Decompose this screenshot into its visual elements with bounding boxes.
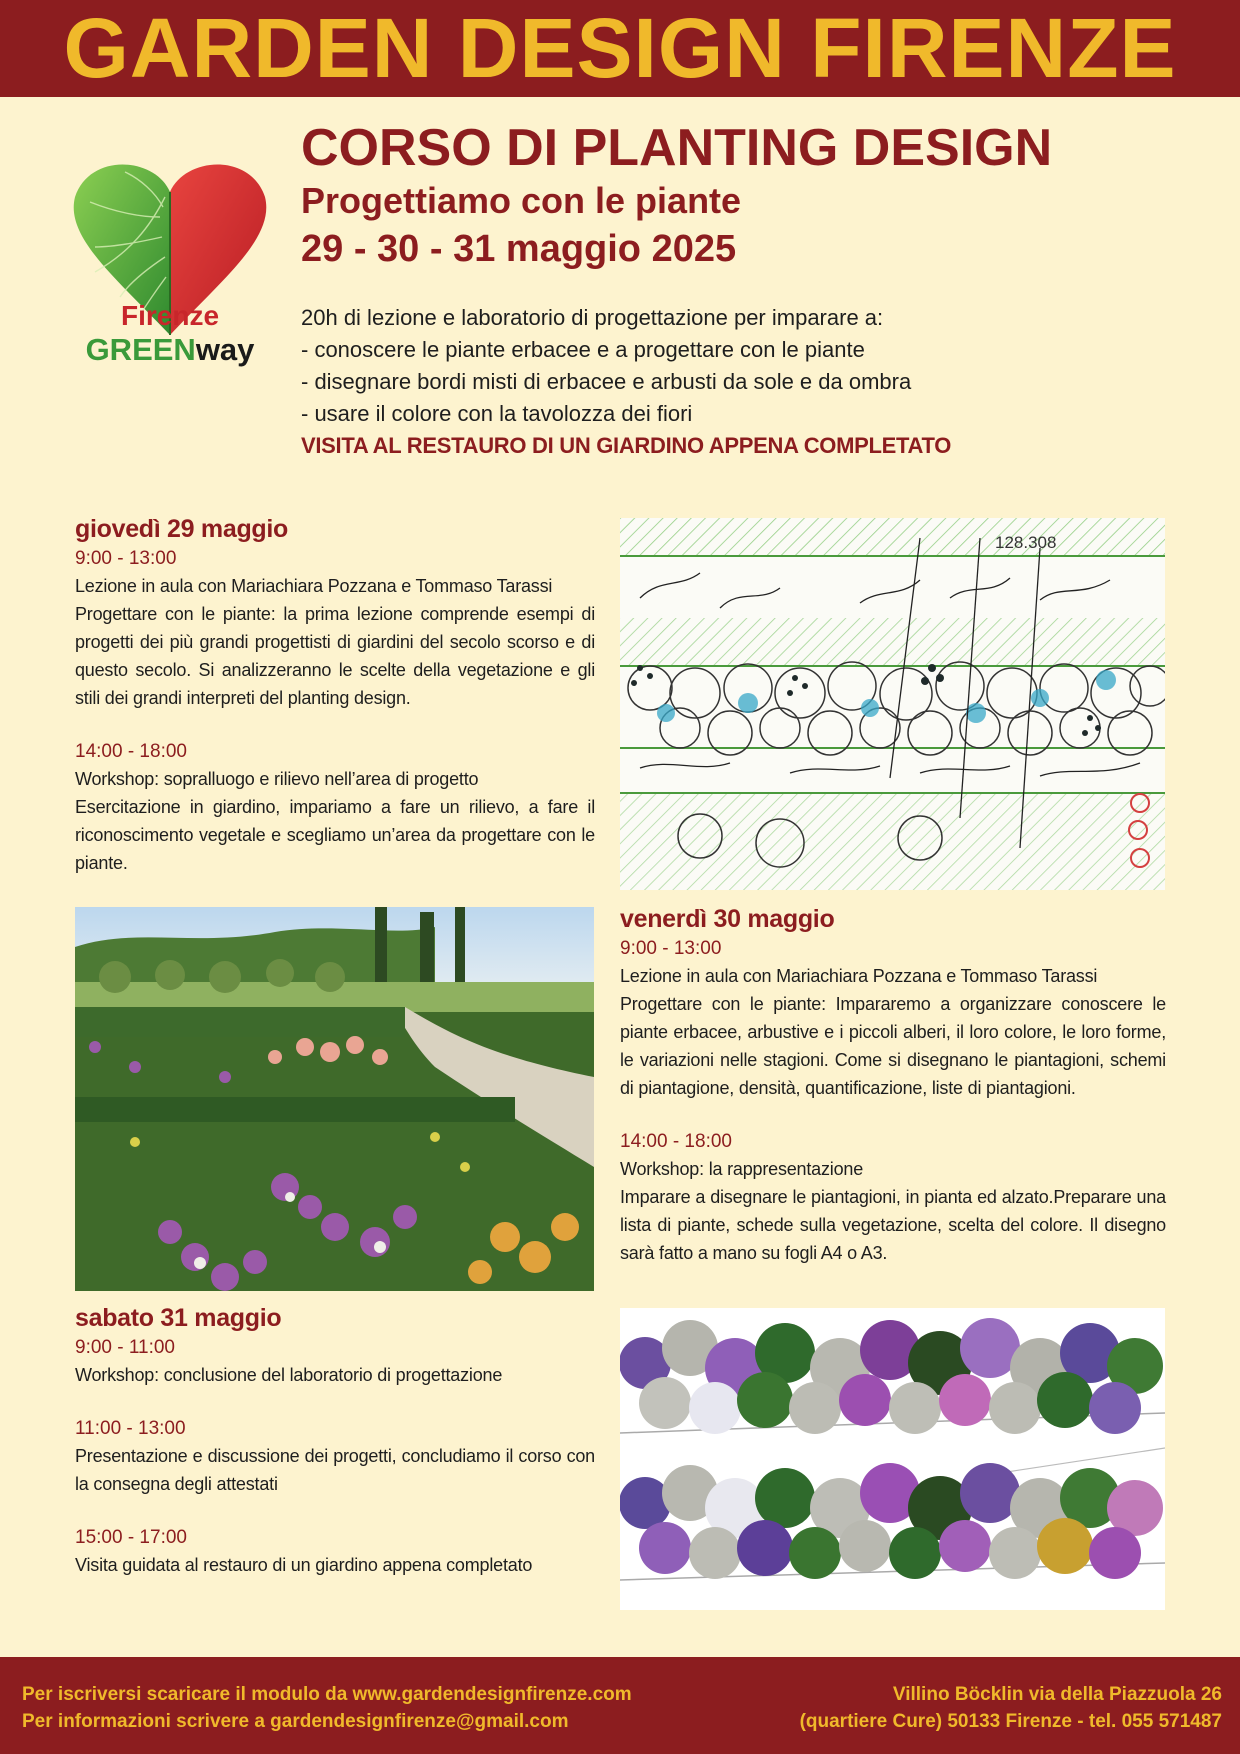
session-text: Visita guidata al restauro di un giardino appena completato (75, 1555, 533, 1575)
session-time: 11:00 - 13:00 (75, 1418, 186, 1439)
course-title: CORSO DI PLANTING DESIGN (301, 119, 1053, 177)
course-dates: 29 - 30 - 31 maggio 2025 (301, 228, 737, 270)
day-thursday (75, 513, 595, 877)
page-footer (0, 1657, 1240, 1754)
day-title: venerdì 30 maggio (620, 905, 835, 933)
footer-address: Villino Böcklin via della Piazzuola 26 (892, 1684, 1222, 1705)
intro-line: - disegnare bordi misti di erbacee e arbusti da sole e da ombra (301, 369, 912, 394)
logo-text-greenway (70, 332, 270, 368)
course-subtitle: Progettiamo con le piante (301, 180, 742, 221)
session-text: Workshop: conclusione del laboratorio di progettazione (75, 1365, 503, 1385)
intro-visit-highlight: VISITA AL RESTAURO DI UN GIARDINO APPENA COMPLETATO (301, 433, 952, 458)
session-text: Workshop: la rappresentazione (620, 1159, 864, 1179)
day-saturday (75, 1302, 595, 1579)
footer-registration-link[interactable]: Per iscriversi scaricare il modulo da www.gardendesignfirenze.com (22, 1684, 632, 1705)
garden-photo (75, 907, 594, 1291)
course-intro (301, 302, 1201, 462)
session-description: Esercitazione in giardino, impariamo a fare un rilievo, a fare il riconoscimento vegetale e scegliamo un’area da progettare con le piante. (75, 797, 595, 873)
logo-text-way: way (195, 332, 255, 367)
session-time: 9:00 - 11:00 (75, 1337, 176, 1358)
logo-text-green: GREEN (85, 332, 196, 367)
session-text: Presentazione e discussione dei progetti, concludiamo il corso con la consegna degli attestati (75, 1446, 595, 1494)
footer-address-phone: (quartiere Cure) 50133 Firenze - tel. 055 571487 (799, 1711, 1222, 1732)
intro-line: - usare il colore con la tavolozza dei fiori (301, 401, 693, 426)
session-time: 15:00 - 17:00 (75, 1527, 187, 1548)
footer-email-link[interactable]: Per informazioni scrivere a gardendesignfirenze@gmail.com (22, 1711, 569, 1732)
session-time: 14:00 - 18:00 (620, 1131, 732, 1152)
session-description: Imparare a disegnare le piantagioni, in pianta ed alzato.Preparare una lista di piante, schede sulla vegetazione, scelta del colore. Il disegno sarà fatto a mano su fogli A4 o A3. (620, 1187, 1166, 1263)
planting-render-image (620, 1308, 1165, 1610)
page-banner-title: GARDEN DESIGN FIRENZE (0, 0, 1240, 97)
session-time: 14:00 - 18:00 (75, 741, 187, 762)
session-text: Lezione in aula con Mariachiara Pozzana e Tommaso Tarassi (75, 576, 553, 596)
logo-text-firenze: Firenze (120, 300, 220, 331)
session-description: Progettare con le piante: Impararemo a organizzare conoscere le piante erbacee, arbustive e i piccoli alberi, il loro colore, le loro forme, le variazioni nelle stagioni. Come si disegnano le piantagioni, schemi di piantagione, densità, quantificazione, liste di piantagioni. (620, 994, 1166, 1098)
session-time: 9:00 - 13:00 (620, 938, 722, 959)
day-title: sabato 31 maggio (75, 1304, 282, 1332)
day-friday (620, 903, 1166, 1267)
day-title: giovedì 29 maggio (75, 515, 289, 543)
session-description: Progettare con le piante: la prima lezione comprende esempi di progetti dei più grandi progettisti di giardini del secolo scorso e di questo secolo. Si analizzeranno le scelte della vegetazione e gli stili dei grandi interpreti del planting design. (75, 604, 595, 708)
session-text: Workshop: sopralluogo e rilievo nell’area di progetto (75, 769, 479, 789)
session-time: 9:00 - 13:00 (75, 548, 177, 569)
planting-sketch-image (620, 518, 1165, 890)
intro-line: 20h di lezione e laboratorio di progettazione per imparare a: (301, 305, 884, 330)
session-text: Lezione in aula con Mariachiara Pozzana e Tommaso Tarassi (620, 966, 1098, 986)
intro-line: - conoscere le piante erbacee e a progettare con le piante (301, 337, 865, 362)
sketch-elevation-label: 128.308 (995, 533, 1057, 552)
footer-right (800, 1681, 1222, 1735)
footer-left (22, 1681, 632, 1735)
